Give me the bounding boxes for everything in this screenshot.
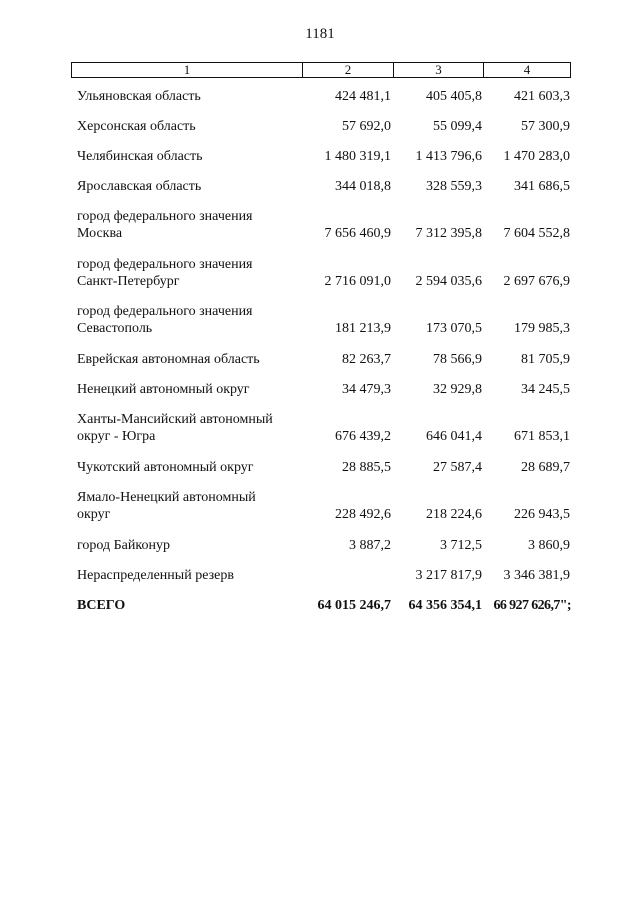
row-name bbox=[77, 88, 302, 105]
value-col-4: 671 853,1 bbox=[514, 429, 570, 444]
row-name-line: Нераспределенный резерв bbox=[77, 568, 234, 583]
row-name bbox=[77, 148, 302, 165]
value-col-4: 226 943,5 bbox=[514, 507, 570, 522]
value-col-3: 173 070,5 bbox=[426, 321, 482, 336]
value-col-2: 64 015 246,7 bbox=[317, 598, 391, 613]
value-col-3: 3 217 817,9 bbox=[415, 568, 482, 583]
value-col-2: 181 213,9 bbox=[335, 321, 391, 336]
value-col-3: 64 356 354,1 bbox=[408, 598, 482, 613]
value-col-4: 57 300,9 bbox=[521, 119, 570, 134]
value-col-3: 405 405,8 bbox=[426, 89, 482, 104]
value-col-2: 344 018,8 bbox=[335, 179, 391, 194]
row-name-line: город Байконур bbox=[77, 538, 170, 553]
value-col-3: 32 929,8 bbox=[433, 382, 482, 397]
value-col-4: 34 245,5 bbox=[521, 382, 570, 397]
value-col-4: 2 697 676,9 bbox=[503, 274, 570, 289]
row-name bbox=[77, 459, 302, 476]
value-col-4: 28 689,7 bbox=[521, 460, 570, 475]
row-name-line: округ bbox=[77, 507, 111, 522]
value-col-2: 676 439,2 bbox=[335, 429, 391, 444]
value-col-3: 3 712,5 bbox=[440, 538, 482, 553]
value-col-2: 57 692,0 bbox=[342, 119, 391, 134]
value-col-2: 34 479,3 bbox=[342, 382, 391, 397]
row-name-line: Санкт-Петербург bbox=[77, 274, 180, 289]
row-name bbox=[77, 489, 302, 523]
row-name bbox=[77, 597, 302, 614]
row-name bbox=[77, 351, 302, 368]
row-name-line: Ненецкий автономный округ bbox=[77, 382, 250, 397]
value-col-2: 1 480 319,1 bbox=[324, 149, 391, 164]
value-col-4: 421 603,3 bbox=[514, 89, 570, 104]
column-header-3: 3 bbox=[393, 63, 483, 77]
row-name-line: город федерального значения bbox=[77, 209, 253, 224]
row-name bbox=[77, 537, 302, 554]
row-name-line: Ямало-Ненецкий автономный bbox=[77, 490, 256, 505]
row-name-line: Челябинская область bbox=[77, 149, 203, 164]
value-col-3: 218 224,6 bbox=[426, 507, 482, 522]
value-col-3: 1 413 796,6 bbox=[415, 149, 482, 164]
value-col-3: 27 587,4 bbox=[433, 460, 482, 475]
value-col-3: 328 559,3 bbox=[426, 179, 482, 194]
value-col-2: 228 492,6 bbox=[335, 507, 391, 522]
column-header-4: 4 bbox=[483, 63, 570, 77]
row-name bbox=[77, 118, 302, 135]
page-number: 1181 bbox=[305, 26, 335, 42]
row-name-line: Чукотский автономный округ bbox=[77, 460, 254, 475]
row-name bbox=[77, 178, 302, 195]
value-col-2: 28 885,5 bbox=[342, 460, 391, 475]
row-name-line: Еврейская автономная область bbox=[77, 352, 260, 367]
value-col-4: 66 927 626,7"; bbox=[493, 598, 571, 613]
row-name-line: ВСЕГО bbox=[77, 598, 126, 613]
column-header-2: 2 bbox=[302, 63, 393, 77]
value-col-3: 55 099,4 bbox=[433, 119, 482, 134]
row-name-line: Москва bbox=[77, 226, 123, 241]
row-name bbox=[77, 303, 302, 337]
row-name-line: Ханты-Мансийский автономный bbox=[77, 412, 273, 427]
value-col-3: 7 312 395,8 bbox=[415, 226, 482, 241]
value-col-2: 424 481,1 bbox=[335, 89, 391, 104]
row-name bbox=[77, 411, 302, 445]
row-name bbox=[77, 381, 302, 398]
value-col-4: 1 470 283,0 bbox=[503, 149, 570, 164]
value-col-4: 179 985,3 bbox=[514, 321, 570, 336]
value-col-4: 341 686,5 bbox=[514, 179, 570, 194]
row-name-line: город федерального значения bbox=[77, 257, 253, 272]
value-col-3: 2 594 035,6 bbox=[415, 274, 482, 289]
value-col-4: 7 604 552,8 bbox=[503, 226, 570, 241]
row-name bbox=[77, 567, 302, 584]
row-name-line: Ярославская область bbox=[77, 179, 202, 194]
value-col-2: 2 716 091,0 bbox=[324, 274, 391, 289]
value-col-2: 3 887,2 bbox=[349, 538, 391, 553]
row-name-line: город федерального значения bbox=[77, 304, 253, 319]
value-col-4: 3 346 381,9 bbox=[503, 568, 570, 583]
row-name bbox=[77, 256, 302, 290]
value-col-3: 78 566,9 bbox=[433, 352, 482, 367]
value-col-4: 3 860,9 bbox=[528, 538, 570, 553]
row-name-line: Севастополь bbox=[77, 321, 153, 336]
value-col-2: 7 656 460,9 bbox=[324, 226, 391, 241]
row-name-line: Ульяновская область bbox=[77, 89, 201, 104]
column-header-1: 1 bbox=[183, 62, 191, 77]
row-name-line: Херсонская область bbox=[77, 119, 196, 134]
table-header bbox=[71, 62, 571, 78]
row-name bbox=[77, 208, 302, 242]
value-col-4: 81 705,9 bbox=[521, 352, 570, 367]
value-col-2: 82 263,7 bbox=[342, 352, 391, 367]
value-col-3: 646 041,4 bbox=[426, 429, 482, 444]
row-name-line: округ - Югра bbox=[77, 429, 156, 444]
